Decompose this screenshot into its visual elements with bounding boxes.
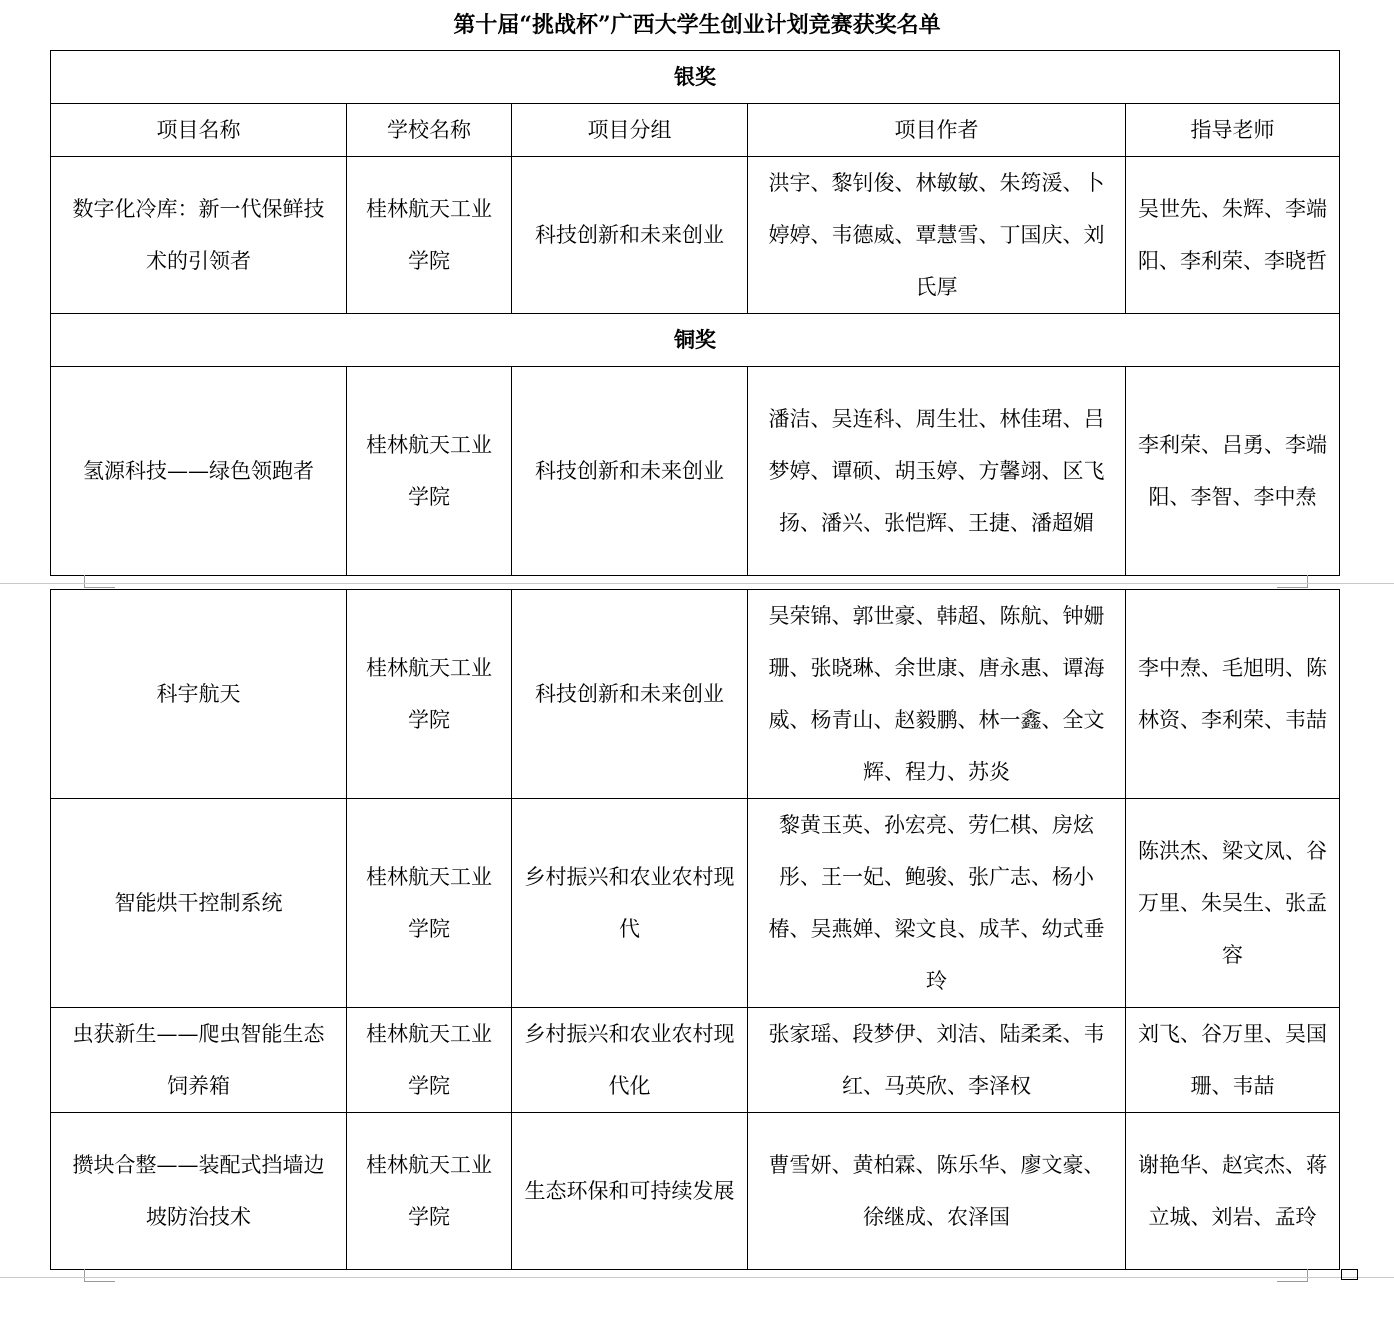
- school-name-cell: 桂林航天工业学院: [347, 590, 512, 799]
- section-title-bronze: 铜奖: [51, 314, 1340, 367]
- advisors-cell: 李中焘、毛旭明、陈林资、李利荣、韦喆: [1126, 590, 1340, 799]
- school-name-cell: 桂林航天工业学院: [347, 157, 512, 314]
- header-project-authors: 项目作者: [748, 104, 1126, 157]
- header-school-name: 学校名称: [347, 104, 512, 157]
- advisors-cell: 李利荣、吕勇、李端阳、李智、李中焘: [1126, 367, 1340, 576]
- school-name-cell: 桂林航天工业学院: [347, 1008, 512, 1113]
- section-row-silver: [51, 51, 1340, 104]
- table-row: [51, 1113, 1340, 1270]
- project-name-cell: 数字化冷库：新一代保鲜技术的引领者: [51, 157, 347, 314]
- project-name-cell: 氢源科技——绿色领跑者: [51, 367, 347, 576]
- table-row: [51, 799, 1340, 1008]
- header-advisors: 指导老师: [1126, 104, 1340, 157]
- project-name-cell: 智能烘干控制系统: [51, 799, 347, 1008]
- project-group-cell: 生态环保和可持续发展: [512, 1113, 748, 1270]
- page-break-divider: [0, 1277, 1394, 1278]
- project-authors-cell: 曹雪妍、黄柏霖、陈乐华、廖文豪、徐继成、农泽国: [748, 1113, 1126, 1270]
- section-row-bronze: [51, 314, 1340, 367]
- advisors-cell: 刘飞、谷万里、吴国珊、韦喆: [1126, 1008, 1340, 1113]
- award-table-page-1: [50, 50, 1340, 576]
- project-name-cell: 攒块合整——装配式挡墙边坡防治技术: [51, 1113, 347, 1270]
- project-authors-cell: 黎黄玉英、孙宏亮、劳仁棋、房炫彤、王一妃、鲍骏、张广志、杨小椿、吴燕婵、梁文良、成芊、幼式垂玲: [748, 799, 1126, 1008]
- project-authors-cell: 张家瑶、段梦伊、刘洁、陆柔柔、韦红、马英欣、李泽权: [748, 1008, 1126, 1113]
- header-project-group: 项目分组: [512, 104, 748, 157]
- school-name-cell: 桂林航天工业学院: [347, 799, 512, 1008]
- project-group-cell: 科技创新和未来创业: [512, 157, 748, 314]
- page-break-divider: [0, 583, 1394, 584]
- page-corner-mark: [84, 575, 115, 588]
- table-row: [51, 367, 1340, 576]
- page-corner-mark: [1277, 1269, 1308, 1282]
- project-authors-cell: 洪宇、黎钊俊、林敏敏、朱筠湲、卜婷婷、韦德威、覃慧雪、丁国庆、刘氏厚: [748, 157, 1126, 314]
- project-group-cell: 科技创新和未来创业: [512, 590, 748, 799]
- page-corner-mark: [1277, 575, 1308, 588]
- advisors-cell: 谢艳华、赵宾杰、蒋立城、刘岩、孟玲: [1126, 1113, 1340, 1270]
- page-corner-mark: [84, 1269, 115, 1282]
- award-table-page-2: [50, 589, 1340, 1270]
- advisors-cell: 吴世先、朱辉、李端阳、李利荣、李晓哲: [1126, 157, 1340, 314]
- project-name-cell: 虫获新生——爬虫智能生态饲养箱: [51, 1008, 347, 1113]
- table-row: [51, 1008, 1340, 1113]
- school-name-cell: 桂林航天工业学院: [347, 367, 512, 576]
- project-authors-cell: 吴荣锦、郭世豪、韩超、陈航、钟姗珊、张晓琳、余世康、唐永惠、谭海威、杨青山、赵毅鹏、林一鑫、全文辉、程力、苏炎: [748, 590, 1126, 799]
- project-group-cell: 科技创新和未来创业: [512, 367, 748, 576]
- school-name-cell: 桂林航天工业学院: [347, 1113, 512, 1270]
- project-group-cell: 乡村振兴和农业农村现代: [512, 799, 748, 1008]
- table-row: [51, 590, 1340, 799]
- end-of-cell-mark: [1341, 1269, 1358, 1280]
- advisors-cell: 陈洪杰、梁文凤、谷万里、朱吴生、张孟容: [1126, 799, 1340, 1008]
- section-title-silver: 银奖: [51, 51, 1340, 104]
- table-header-row: [51, 104, 1340, 157]
- project-group-cell: 乡村振兴和农业农村现代化: [512, 1008, 748, 1113]
- table-row: [51, 157, 1340, 314]
- document-title: 第十届“挑战杯”广西大学生创业计划竞赛获奖名单: [453, 12, 941, 38]
- project-authors-cell: 潘洁、吴连科、周生壮、林佳珺、吕梦婷、谭硕、胡玉婷、方馨翊、区飞扬、潘兴、张恺辉、王捷、潘超媚: [748, 367, 1126, 576]
- header-project-name: 项目名称: [51, 104, 347, 157]
- project-name-cell: 科宇航天: [51, 590, 347, 799]
